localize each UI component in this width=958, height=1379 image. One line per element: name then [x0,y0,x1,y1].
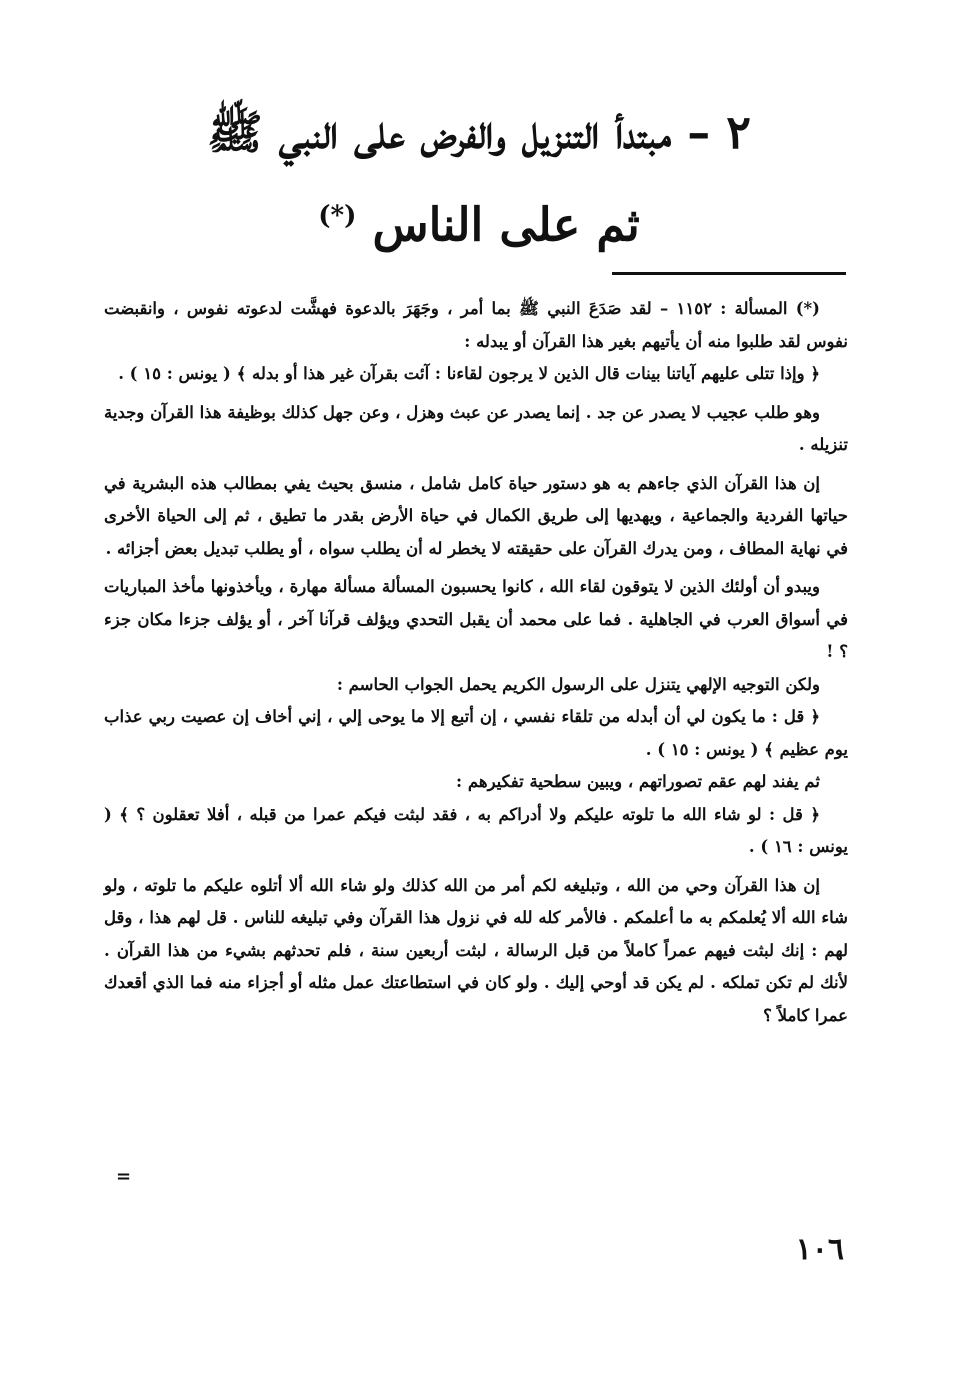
continuation-mark: = [116,1166,132,1187]
footnote-body [104,293,848,1032]
paragraph-issue-intro: (*) المسألة : ١١٥٢ – لقد صَدَعَ النبي ﷺ بما أمر ، وجَهَرَ بالدعوة فهشَّت لدعوته نفوس ، وانقبضت نفوس لقد طلبوا منه أن يأتيهم بغير هذا القرآن أو يبدله : [104,299,848,351]
footnote-separator-rule [612,272,846,275]
paragraph: ولكن التوجيه الإلهي يتنزل على الرسول الكريم يحمل الجواب الحاسم : [336,674,820,694]
paragraph: ويبدو أن أولئك الذين لا يتوقون لقاء الله ، كانوا يحسبون المسألة مسألة مهارة ، ويأخذونها مأخذ المباريات في أسواق العرب في الجاهلية . فما على محمد أن يقبل التحدي ويؤلف قرآنا آخر ، أو يؤلف جزءا مكان جزء ؟ ! [104,577,848,661]
page-number: ١٠٦ [795,1232,844,1267]
quran-quote-2: ﴿ قل : ما يكون لي أن أبدله من تلقاء نفسي ، إن أتبع إلا ما يوحى إلي ، إني أخاف إن عصيت ربي عذاب يوم عظيم ﴾ ( يونس : ١٥ ) . [104,707,848,759]
chapter-title-line2 [150,180,808,260]
chapter-title-line1: ٢ – مبتدأ التنزيل والفرض على النبي ﷺ [207,105,751,159]
chapter-title-line2-text: ثم على الناس [372,197,640,252]
paragraph: إن هذا القرآن وحي من الله ، وتبليغه لكم أمر من الله كذلك ولو شاء الله ألا أتلوه عليكم ما تلوته ، ولو شاء الله ألا يُعلمكم به ما أعلمكم . فالأمر كله لله في نزول هذا القرآن وفي تبليغه للناس . قل لهم هذا ، وقل لهم : إنك لبثت فيهم عمراً كاملاً من قبل الرسالة ، لبثت أربعين سنة ، فلم تحدثهم بشيء من هذا القرآن . لأنك لم تكن تملكه . لم يكن قد أوحي إليك . ولو كان في استطاعتك عمل مثله أو أجزاء منه فما الذي أقعدك عمرا كاملاً ؟ [104,875,848,1025]
quran-quote-1: ﴿ وإذا تتلى عليهم آياتنا بينات قال الذين لا يرجون لقاءنا : آئت بقرآن غير هذا أو بدله ﴾ ( يونس : ١٥ ) . [118,364,820,383]
paragraph: إن هذا القرآن الذي جاءهم به هو دستور حياة كامل شامل ، منسق بحيث يفي بمطالب هذه البشرية في حياتها الفردية والجماعية ، ويهديها إلى طريق الكمال في حياة الأرض بقدر ما تطيق ، ثم إلى الحياة الأخرى في نهاية المطاف ، ومن يدرك القرآن على حقيقته لا يخطر له أن يطلب سواه ، أو يطلب تبديل بعض أجزائه . [104,473,848,558]
quran-quote-3: ﴿ قل : لو شاء الله ما تلوته عليكم ولا أدراكم به ، فقد لبثت فيكم عمرا من قبله ، أفلا تعقلون ؟ ﴾ ( يونس : ١٦ ) . [104,804,848,856]
footnote-marker: (*) [318,201,357,231]
paragraph: ثم يفند لهم عقم تصوراتهم ، ويبين سطحية تفكيرهم : [456,772,820,791]
paragraph: وهو طلب عجيب لا يصدر عن جد . إنما يصدر عن عبث وهزل ، وعن جهل كذلك بوظيفة هذا القرآن وجدية تنزيله . [104,402,848,454]
